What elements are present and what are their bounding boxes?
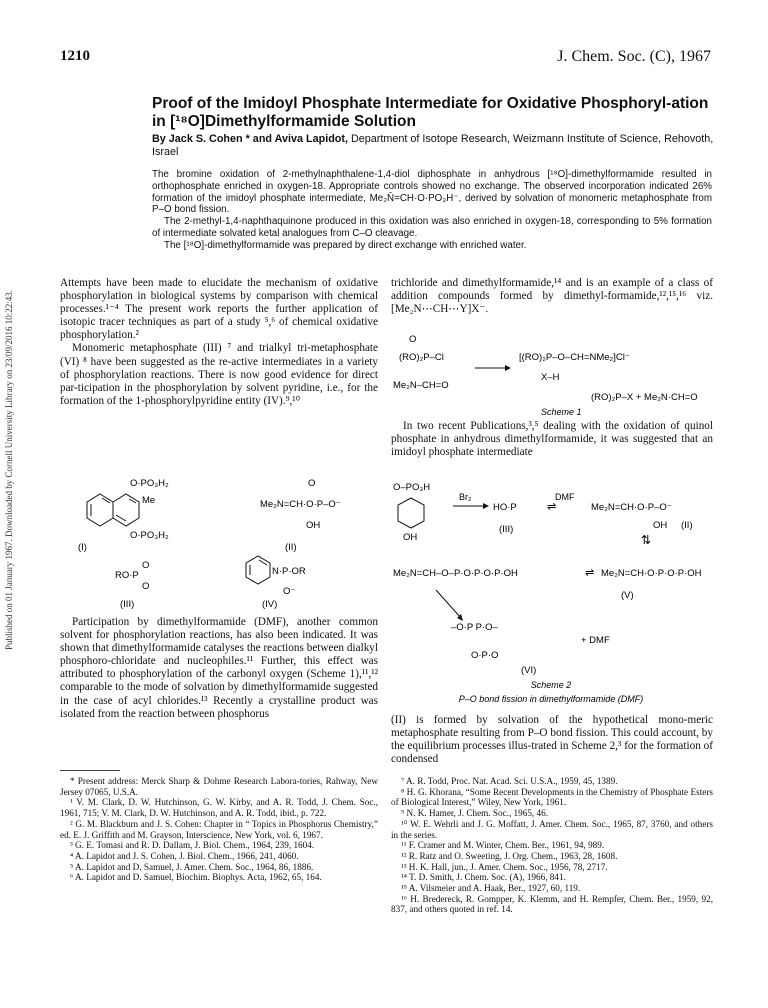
footnote: * Present address: Merck Sharp & Dohme Research Labora-tories, Rahway, New Jersey 07065, U.S.A.	[60, 776, 378, 797]
journal-header: J. Chem. Soc. (C), 1967	[557, 48, 711, 65]
scheme1-product: (RO)₂P–X + Me₂N·CH=O	[591, 392, 698, 403]
struct-III-label: (III)	[120, 599, 135, 610]
right-paragraph-2: In two recent Publications,³,⁵ dealing with the oxidation of quinol phosphate in anhydrous dimethylformamide, it was suggested that an imidoyl phosphate intermediate	[391, 420, 713, 459]
footnote: ⁹ N. K. Hamer, J. Chem. Soc., 1965, 46.	[401, 808, 549, 819]
scheme2-caption-sub: P–O bond fission in dimethylformamide (DMF)	[458, 694, 644, 704]
footnote: ¹ V. M. Clark, D. W. Hutchinson, G. W. Kirby, and A. R. Todd, J. Chem. Soc., 1961, 715; V. M. Clark, D. W. Hutchinson, and A. R. Todd, ibid., p. 722.	[60, 797, 378, 819]
struct-III-formula: RO·P	[115, 570, 139, 581]
struct-IV-label: (IV)	[262, 599, 278, 610]
footnote: ¹² R. Ratz and O. Sweeting, J. Org. Chem., 1963, 28, 1608.	[401, 850, 618, 861]
scheme2-arrowhead-1	[483, 503, 489, 509]
benzene-ring	[398, 498, 424, 528]
scheme2-plus-dmf: + DMF	[581, 635, 610, 646]
left-paragraph-1: Attempts have been made to elucidate the mechanism of oxidative phosphorylation in biological systems by comparison with chemical processes.¹⁻⁴ The present work reports the further application of isotopic tracer techniques as part of a study ⁵,⁶ of chemical oxidative phosphorylation.²	[60, 277, 378, 342]
struct-II-oxo: O	[308, 478, 316, 489]
download-watermark	[4, 180, 18, 650]
struct-III-o1: O	[142, 560, 150, 571]
scheme1-arrowhead	[505, 365, 511, 371]
right-paragraph-1: trichloride and dimethylformamide,¹⁴ and is an example of a class of addition compounds formed by dimethyl-formamide,¹²,¹⁵,¹⁶ viz. [Me₂N⋯CH⋯Y]X⁻.	[391, 277, 713, 316]
left-paragraph-2: Monomeric metaphosphate (III) ⁷ and trialkyl tri-metaphosphate (VI) ⁸ have been suggested as the re-active intermediates in a variety of phosphorylation reactions. There is now good evidence for direct par-ticipation in the phosphorylation by solvent pyridine, i.e., for the formation of the 1-phosphorylpyridine entity (IV).⁹,¹⁰	[60, 342, 378, 407]
footnote: ¹³ H. K. Hall, jun., J. Amer. Chem. Soc., 1956, 78, 2717.	[401, 861, 608, 872]
scheme2-trimeta-top: –O·P P·O–	[451, 622, 498, 633]
struct-I-me: Me	[142, 495, 156, 506]
scheme2-imidoyl-oh: OH	[653, 520, 668, 531]
footnote-rule	[60, 770, 120, 771]
abstract	[152, 169, 712, 252]
footnote: ⁷ A. R. Todd, Proc. Nat. Acad. Sci. U.S.A., 1959, 45, 1389.	[401, 776, 618, 786]
scheme2-trimeta-label: (VI)	[521, 665, 537, 676]
abstract-p1: The bromine oxidation of 2-methylnaphthalene-1,4-diol diphosphate in anhydrous [¹⁸O]-dimethylformamide resulted in orthophosphate enriched in oxygen-18. Appropriate controls showed no exchange. The observed incorporation indicated 26% formation of the imidoyl phosphate intermediate, Me₂N̄=CH·O·PO₃H⁻, derived by solvation of monomeric metaphosphate from P–O bond fission.	[152, 169, 712, 216]
footnote: ⁸ H. G. Khorana, “Some Recent Developments in the Chemistry of Phosphate Esters of Biological Interest,” Wiley, New York, 1961.	[391, 786, 713, 808]
footnote: ¹⁵ A. Vilsmeier and A. Haak, Ber., 1927, 60, 119.	[401, 883, 581, 894]
left-paragraph-3: Participation by dimethylformamide (DMF), another common solvent for phosphorylation reactions, has also been indicated. It was shown that dimethylformamide catalyses the reactions between dialkyl phosphoro-chloridate and nucleophiles.¹¹ Further, this effect was attributed to phosphorylation of the carbonyl oxygen (Scheme 1),¹¹,¹² comparable to the mode of solvation by dimethylformamide suggested in the case of acyl chlorides.¹³ Recently a crystalline product was isolated from the reaction between phosphorus	[60, 616, 378, 720]
struct-II-label: (II)	[285, 542, 297, 553]
authors: By Jack S. Cohen * and Aviva Lapidot,	[152, 133, 348, 145]
scheme1-middle: [(RO)₂P–O–CH=NMe₂]Cl⁻	[519, 352, 630, 363]
right-col-bottom	[391, 714, 713, 766]
scheme1-caption: Scheme 1	[541, 407, 582, 417]
struct-III-o2: O	[142, 581, 150, 592]
page-number: 1210	[60, 48, 90, 64]
scheme2-trimeta-mid: O·P·O	[471, 650, 499, 661]
right-col-middle	[391, 420, 713, 459]
scheme2-equilibrium-1: ⇌	[547, 501, 557, 513]
footnote: ¹⁶ H. Bredereck, R. Gompper, K. Klemm, and H. Rempfer, Chem. Ber., 1959, 92, 837, and others quoted in ref. 14.	[391, 893, 713, 915]
struct-I-label: (I)	[78, 542, 87, 553]
footnotes-left	[60, 776, 378, 883]
affiliation: Department of Isotope Research, Weizmann Institute of Science, Rehovoth, Israel	[152, 133, 714, 158]
footnote: ⁵ A. Lapidot and D. Samuel, J. Amer. Chem. Soc., 1964, 86, 1886.	[70, 861, 314, 872]
byline	[152, 133, 722, 159]
struct-I-top: O·PO₃H₂	[130, 478, 169, 489]
left-col-intro	[60, 277, 378, 408]
scheme2-chain-left: Me₂N=CH–O–P·O·P·O·P·OH	[393, 568, 518, 579]
footnote: ³ G. E. Tomasi and R. D. Dallam, J. Biol. Chem., 1964, 239, 1604.	[70, 840, 315, 851]
article-title: Proof of the Imidoyl Phosphate Intermediate for Oxidative Phosphoryl-ation in [¹⁸O]Dimethylformamide Solution	[152, 95, 709, 130]
left-col-dmf	[60, 616, 378, 721]
scheme1-oxo: O	[409, 334, 417, 345]
footnote: ¹¹ F. Cramer and M. Winter, Chem. Ber., 1961, 94, 989.	[401, 840, 605, 851]
abstract-p2: The 2-methyl-1,4-naphthaquinone produced in this oxidation was also enriched in oxygen-18, corresponding to 5% formation of intermediate solvated ketal analogues from C–O cleavage.	[152, 216, 712, 239]
scheme2-chain-right: Me₂N=CH·O·P·O·P·OH	[601, 568, 702, 579]
footnote: ⁶ A. Lapidot and D. Samuel, Biochim. Biophys. Acta, 1962, 65, 164.	[70, 872, 322, 883]
right-paragraph-3: (II) is formed by solvation of the hypothetical mono-meric metaphosphate resulting from P–O bond fission. This could account, by the equilibrium processes illus-trated in Scheme 2,³ for the formation of condensed	[391, 714, 713, 766]
scheme1-left-bottom: Me₂N–CH=O	[393, 380, 449, 391]
scheme2-meta: HO·P	[493, 502, 517, 513]
scheme-1	[391, 330, 713, 418]
right-col-top	[391, 277, 713, 316]
download-watermark-text: Published on 01 January 1967. Downloaded by Cornell University Library on 23/09/2016 10:22:43.	[4, 290, 14, 650]
scheme2-dmf: DMF	[555, 492, 575, 502]
scheme2-chain-label: (V)	[621, 590, 634, 601]
struct-II-oh: OH	[306, 520, 321, 531]
pyridinium-structure	[246, 556, 270, 584]
scheme2-equilibrium-2: ⇅	[641, 533, 652, 547]
structures-figure	[60, 470, 380, 610]
footnotes-right	[391, 776, 713, 915]
footnote: ¹⁴ T. D. Smith, J. Chem. Soc. (A), 1966, 841.	[401, 872, 566, 883]
scheme2-equilibrium-3: ⇌	[585, 567, 595, 579]
footnote: ² G. M. Blackburn and J. S. Cohen: Chapter in “ Topics in Phosphorus Chemistry,” ed. E. J. Griffith and M. Grayson, Interscience, New York, vol. 6, 1967.	[60, 818, 378, 840]
scheme2-arrow-2	[436, 590, 461, 618]
abstract-p3: The [¹⁸O]-dimethylformamide was prepared by direct exchange with enriched water.	[164, 239, 527, 251]
footnote: ¹⁰ W. E. Wehrli and J. G. Moffatt, J. Amer. Chem. Soc., 1965, 87, 3760, and others in the series.	[391, 818, 713, 840]
scheme2-meta-label: (III)	[499, 524, 514, 535]
naphthalene-structure	[87, 494, 139, 526]
scheme2-caption: Scheme 2	[530, 680, 572, 690]
scheme1-xh: X–H	[541, 372, 560, 383]
struct-IV-o: O⁻	[283, 586, 296, 597]
scheme1-left-top: (RO)₂P–Cl	[399, 352, 444, 363]
scheme2-start-top: O–PO₃H	[393, 482, 431, 493]
struct-I-bottom: O·PO₃H₂	[130, 530, 169, 541]
scheme-2	[391, 478, 713, 708]
struct-IV-formula: N·P·OR	[272, 566, 306, 577]
scheme2-br2: Br₂	[459, 492, 472, 502]
struct-II-formula: Me₂N=CH·O·P–O⁻	[260, 499, 341, 510]
scheme2-imidoyl-label: (II)	[681, 520, 693, 531]
footnote: ⁴ A. Lapidot and J. S. Cohen, J. Biol. Chem., 1966, 241, 4060.	[70, 850, 299, 861]
scheme2-imidoyl: Me₂N=CH·O·P–O⁻	[591, 502, 672, 513]
scheme2-start-bottom: OH	[403, 532, 418, 543]
